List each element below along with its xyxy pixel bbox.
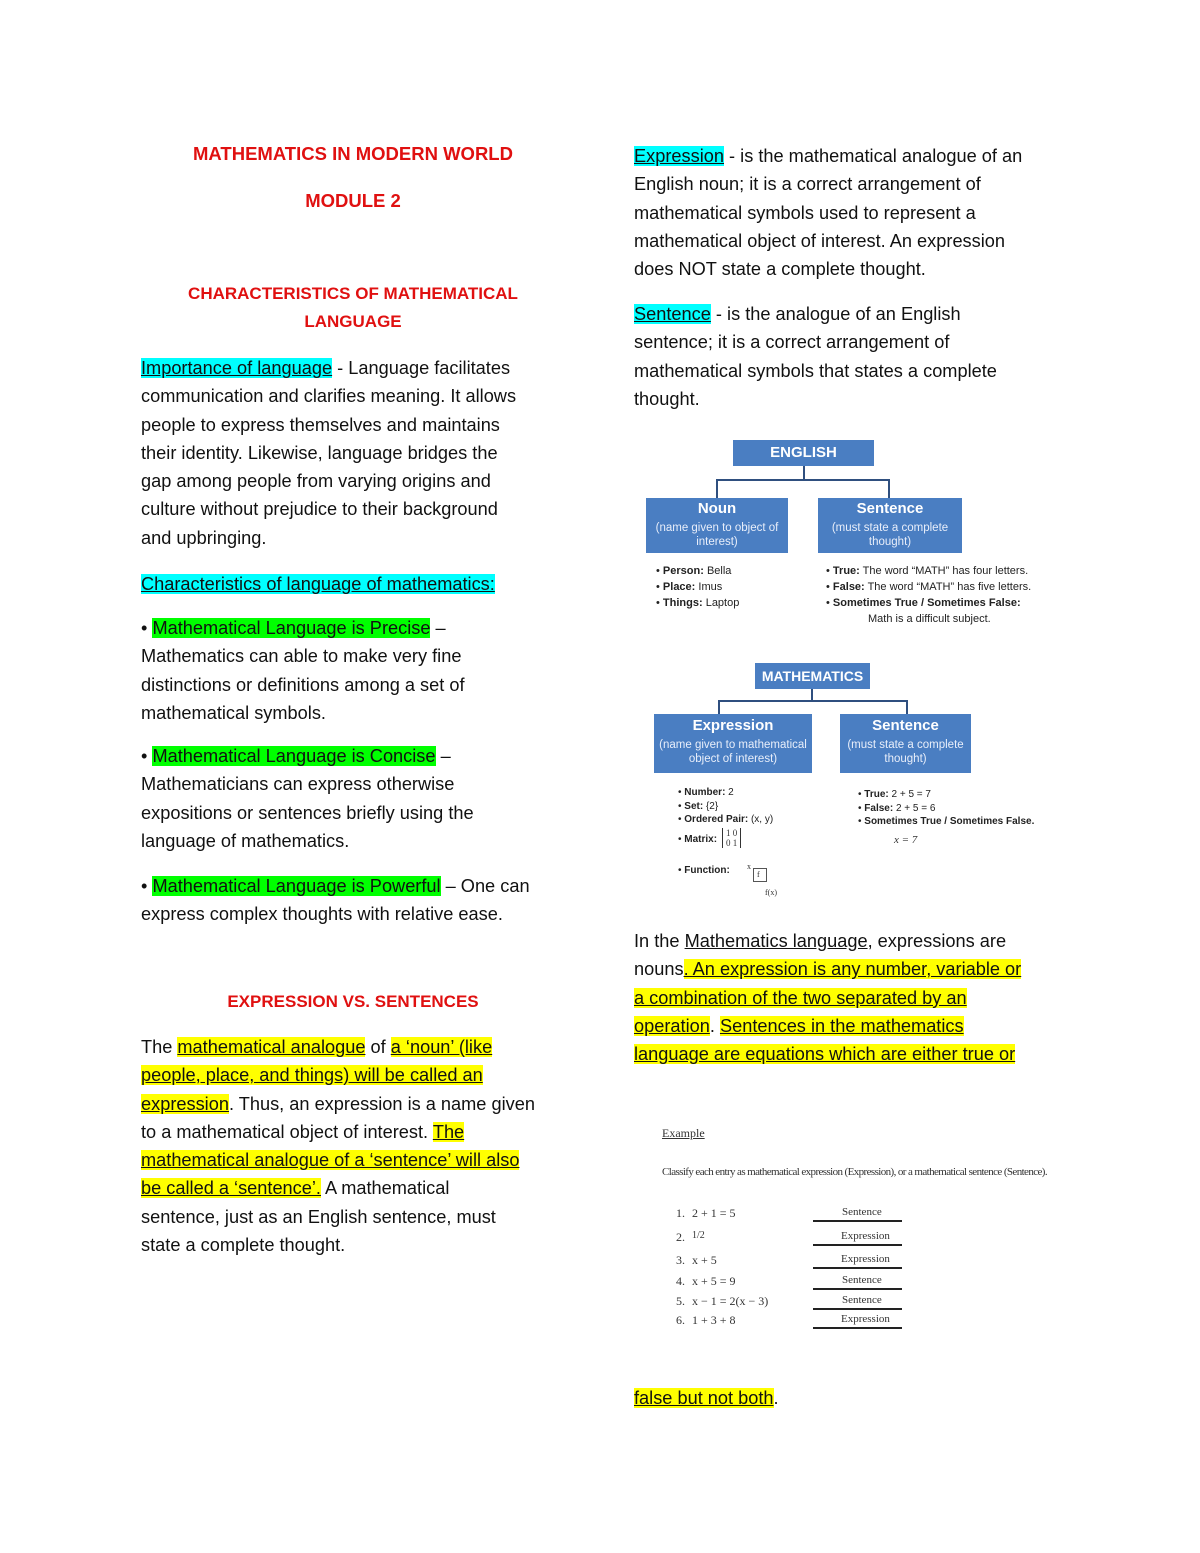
mathematics-sentence-box: Sentence (must state a complete thought) — [840, 714, 971, 773]
importance-term: Importance of language — [141, 358, 333, 378]
matrix-glyph: 1 0 0 1 — [722, 828, 741, 848]
precise-term: Mathematical Language is Precise — [152, 618, 431, 638]
example-title: Example — [662, 1126, 705, 1140]
summary-paragraph-end: false but not both. — [634, 1388, 779, 1408]
example-instruction: Classify each entry as mathematical expression (Expression), or a mathematical sentence (Sentence). — [662, 1166, 1048, 1178]
sentence-definition: Sentence - is the analogue of an English sentence; it is a correct arrangement of mathematical symbols that states a complete thought. — [634, 304, 997, 409]
powerful-term: Mathematical Language is Powerful — [152, 876, 441, 896]
answer-underline — [813, 1267, 902, 1269]
english-noun-box: Noun (name given to object of interest) — [646, 498, 788, 553]
answer-underline — [813, 1288, 902, 1290]
mathematics-sentence-example: x = 7 — [894, 834, 918, 846]
mathematics-root-box: MATHEMATICS — [755, 663, 870, 689]
answer-underline — [813, 1244, 902, 1246]
mathematics-expression-list: • Number: 2 • Set: {2} • Ordered Pair: (x, y) • Matrix: • Function: — [678, 787, 774, 876]
summary-paragraph: In the Mathematics language, expressions are nouns. An expression is any number, variable or a combination of the two separated by an operation. Sentences in the mathematics language are equations which are either true or — [634, 931, 1022, 1065]
importance-paragraph: Importance of language - Language facilitates communication and clarifies meaning. It allows people to express themselves and maintains their identity. Likewise, language bridges the gap among people from varying origins and culture without prejudice to their background and upbringing. — [141, 358, 517, 548]
connector — [718, 700, 908, 702]
english-root-box: ENGLISH — [733, 440, 874, 466]
expression-term: Expression — [634, 146, 724, 166]
connector — [716, 479, 718, 498]
powerful-item: • Mathematical Language is Powerful – One can express complex thoughts with relative ease. — [141, 876, 530, 925]
english-sentence-list: • True: The word “MATH” has four letters. • False: The word “MATH” has five letters. • Sometimes True / Sometimes False: Math is a difficult subject. — [826, 565, 1032, 625]
answer-underline — [813, 1220, 902, 1222]
connector — [803, 466, 805, 480]
concise-term: Mathematical Language is Concise — [152, 746, 436, 766]
function-glyph: x f f(x) — [747, 862, 777, 897]
expression-vs-sentences-paragraph: The mathematical analogue of a ‘noun’ (like people, place, and things) will be called an expression. Thus, an expression is a name given to a mathematical object of interest. The mathematical analogue of a ‘sentence’ will also be called a ‘sentence’. A mathematical sentence, just as an English sentence, must state a complete thought. — [141, 1037, 535, 1256]
connector — [888, 479, 890, 498]
section-heading-expression-vs-sentences: EXPRESSION VS. SENTENCES — [227, 992, 479, 1011]
english-sentence-box: Sentence (must state a complete thought) — [818, 498, 962, 553]
connector — [906, 700, 908, 714]
mathematics-expression-box: Expression (name given to mathematical object of interest) — [654, 714, 812, 773]
section-heading-characteristics: CHARACTERISTICS OF MATHEMATICAL — [188, 284, 518, 303]
concise-item: • Mathematical Language is Concise – Mathematicians can express otherwise expositions or sentences briefly using the language of mathematics. — [141, 746, 474, 851]
sentence-term: Sentence — [634, 304, 711, 324]
english-noun-list: • Person: Bella • Place: Imus • Things: Laptop — [656, 565, 740, 609]
expression-definition: Expression - is the mathematical analogue of an English noun; it is a correct arrangement of mathematical symbols used to represent a mathematical object of interest. An expression does NOT state a complete thought. — [634, 146, 1023, 280]
function-box — [753, 868, 767, 882]
section-heading-characteristics-line2: LANGUAGE — [304, 312, 402, 331]
connector — [716, 479, 890, 481]
answer-underline — [813, 1308, 902, 1310]
mathematics-sentence-list: • True: 2 + 5 = 7 • False: 2 + 5 = 6 • Sometimes True / Sometimes False. — [858, 789, 1035, 827]
document-title: MATHEMATICS IN MODERN WORLD — [193, 143, 513, 164]
characteristics-heading: Characteristics of language of mathematics: — [141, 574, 495, 594]
connector — [718, 700, 720, 714]
answer-underline — [813, 1327, 902, 1329]
module-label: MODULE 2 — [305, 190, 401, 211]
precise-item: • Mathematical Language is Precise – Mathematics can able to make very fine distinctions or definitions among a set of mathematical symbols. — [141, 618, 465, 723]
